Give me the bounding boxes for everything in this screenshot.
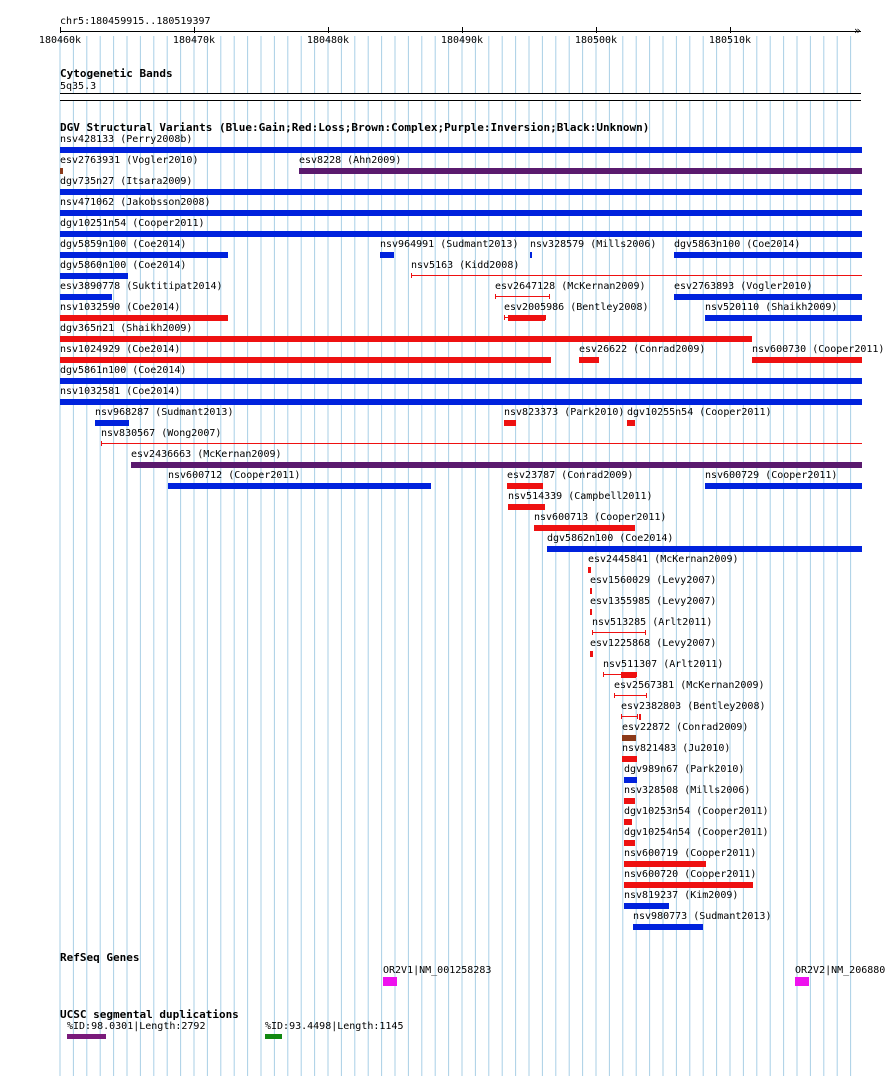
ruler-end-arrow-icon: » [854, 24, 861, 37]
variant-label: esv3890778 (Suktitipat2014) [60, 281, 223, 292]
dgv-track-title[interactable]: DGV Structural Variants (Blue:Gain;Red:Loss;Brown:Complex;Purple:Inversion;Black:Unknown) [60, 121, 650, 134]
variant-bar[interactable] [60, 210, 862, 216]
variant-label: nsv600713 (Cooper2011) [534, 512, 667, 523]
ruler-tick [60, 27, 61, 33]
variant-label: esv2445841 (McKernan2009) [588, 554, 739, 565]
variant-end-tick [603, 672, 604, 677]
variant-bar[interactable] [101, 443, 862, 444]
variant-bar[interactable] [60, 315, 228, 321]
ruler-axis [60, 31, 861, 32]
variant-bar[interactable] [411, 275, 862, 276]
region-label: chr5:180459915..180519397 [60, 16, 211, 27]
variant-bar[interactable] [547, 546, 862, 552]
variant-end-tick [646, 693, 647, 698]
variant-label: nsv600720 (Cooper2011) [624, 869, 757, 880]
variant-bar[interactable] [60, 399, 862, 405]
variant-label: dgv5859n100 (Coe2014) [60, 239, 187, 250]
variant-label: esv2763931 (Vogler2010) [60, 155, 199, 166]
variant-bar[interactable] [60, 147, 862, 153]
ruler-tick-label: 180470k [172, 35, 216, 46]
variant-label: esv2567381 (McKernan2009) [614, 680, 765, 691]
variant-bar[interactable] [60, 357, 551, 363]
variant-end-tick [621, 714, 622, 719]
variant-bar[interactable] [495, 296, 549, 297]
variant-bar[interactable] [60, 336, 752, 342]
variant-label: esv22872 (Conrad2009) [622, 722, 749, 733]
variant-end-tick [549, 294, 550, 299]
variant-label: esv2647128 (McKernan2009) [495, 281, 646, 292]
variant-bar[interactable] [639, 714, 641, 720]
segdup-label: %ID:98.0301|Length:2792 [67, 1021, 206, 1032]
variant-bar[interactable] [60, 252, 228, 258]
variant-label: nsv428133 (Perry2008b) [60, 134, 193, 145]
ruler-tick-label: 180490k [440, 35, 484, 46]
ruler-tick-label: 180510k [708, 35, 752, 46]
variant-bar[interactable] [95, 420, 129, 426]
variant-bar[interactable] [508, 504, 545, 510]
variant-bar[interactable] [380, 252, 394, 258]
variant-bar[interactable] [534, 525, 635, 531]
variant-bar[interactable] [508, 315, 545, 321]
variant-label: esv2382803 (Bentley2008) [621, 701, 766, 712]
variant-end-tick [101, 441, 102, 446]
variant-end-tick [637, 714, 638, 719]
cytoband-label: 5q35.3 [60, 81, 97, 92]
variant-bar[interactable] [624, 882, 753, 888]
variant-bar[interactable] [633, 924, 703, 930]
variant-bar[interactable] [131, 462, 862, 468]
cytobands-track-title[interactable]: Cytogenetic Bands [60, 67, 173, 80]
variant-bar[interactable] [590, 651, 593, 657]
variant-label: nsv600719 (Cooper2011) [624, 848, 757, 859]
variant-label: nsv471062 (Jakobsson2008) [60, 197, 211, 208]
variant-label: nsv511307 (Arlt2011) [603, 659, 724, 670]
variant-bar[interactable] [60, 294, 112, 300]
ruler-tick-label: 180480k [306, 35, 350, 46]
variant-bar[interactable] [624, 819, 632, 825]
segdup-label: %ID:93.4498|Length:1145 [265, 1021, 404, 1032]
variant-bar[interactable] [168, 483, 431, 489]
ruler-tick-label: 180500k [574, 35, 618, 46]
cytoband-bar[interactable] [60, 93, 861, 101]
variant-label: esv1560029 (Levy2007) [590, 575, 717, 586]
variant-label: dgv5860n100 (Coe2014) [60, 260, 187, 271]
refseq-track-title[interactable]: RefSeq Genes [60, 951, 140, 964]
variant-bar[interactable] [299, 168, 862, 174]
variant-end-tick [645, 630, 646, 635]
segdup-bar[interactable] [265, 1034, 282, 1039]
ruler-tick [596, 27, 597, 33]
variant-bar[interactable] [674, 294, 862, 300]
variant-label: nsv819237 (Kim2009) [624, 890, 739, 901]
variant-connector [603, 674, 636, 675]
variant-label: dgv735n27 (Itsara2009) [60, 176, 193, 187]
variant-bar[interactable] [507, 483, 543, 489]
gene-label: OR2V2|NM_206880 [795, 965, 886, 976]
variant-bar[interactable] [590, 609, 592, 615]
variant-bar[interactable] [530, 252, 532, 258]
variant-label: nsv1032581 (Coe2014) [60, 386, 181, 397]
variant-label: nsv980773 (Sudmant2013) [633, 911, 772, 922]
variant-label: nsv5163 (Kidd2008) [411, 260, 520, 271]
variant-label: esv26622 (Conrad2009) [579, 344, 706, 355]
variant-bar[interactable] [60, 231, 862, 237]
variant-label: esv2436663 (McKernan2009) [131, 449, 282, 460]
gene-label: OR2V1|NM_001258283 [383, 965, 492, 976]
variant-end-tick [504, 315, 505, 320]
variant-label: dgv989n67 (Park2010) [624, 764, 745, 775]
variant-bar[interactable] [60, 378, 862, 384]
variant-bar[interactable] [624, 798, 635, 804]
variant-label: dgv365n21 (Shaikh2009) [60, 323, 193, 334]
variant-bar[interactable] [705, 315, 862, 321]
variant-bar[interactable] [579, 357, 599, 363]
variant-label: esv1225868 (Levy2007) [590, 638, 717, 649]
variant-connector [504, 317, 545, 318]
ruler-tick [328, 27, 329, 33]
variant-bar[interactable] [624, 840, 635, 846]
variant-label: nsv514339 (Campbell2011) [508, 491, 653, 502]
variant-bar[interactable] [627, 420, 635, 426]
variant-label: dgv5862n100 (Coe2014) [547, 533, 674, 544]
variant-bar[interactable] [621, 672, 636, 678]
variant-label: nsv328508 (Mills2006) [624, 785, 751, 796]
variant-bar[interactable] [588, 567, 591, 573]
variant-bar[interactable] [624, 861, 706, 867]
variant-label: nsv823373 (Park2010) [504, 407, 625, 418]
variant-bar[interactable] [592, 632, 645, 633]
variant-bar[interactable] [752, 357, 862, 363]
variant-label: esv23787 (Conrad2009) [507, 470, 634, 481]
variant-bar[interactable] [624, 903, 669, 909]
variant-bar[interactable] [504, 420, 516, 426]
variant-label: esv2005986 (Bentley2008) [504, 302, 649, 313]
variant-bar[interactable] [60, 189, 862, 195]
variant-label: dgv10255n54 (Cooper2011) [627, 407, 772, 418]
segdup-bar[interactable] [67, 1034, 106, 1039]
variant-bar[interactable] [590, 588, 592, 594]
variant-bar[interactable] [624, 777, 637, 783]
variant-bar[interactable] [60, 168, 63, 174]
variant-label: dgv10253n54 (Cooper2011) [624, 806, 769, 817]
gene-glyph[interactable] [383, 977, 397, 986]
ruler-tick [194, 27, 195, 33]
variant-bar[interactable] [60, 273, 128, 279]
variant-label: nsv520110 (Shaikh2009) [705, 302, 838, 313]
variant-label: nsv821483 (Ju2010) [622, 743, 731, 754]
variant-connector [621, 716, 637, 717]
segdup-track-title[interactable]: UCSC segmental duplications [60, 1008, 239, 1021]
variant-bar[interactable] [674, 252, 862, 258]
ruler-tick-label: 180460k [38, 35, 82, 46]
variant-label: nsv968287 (Sudmant2013) [95, 407, 234, 418]
variant-label: esv1355985 (Levy2007) [590, 596, 717, 607]
gene-glyph[interactable] [795, 977, 809, 986]
variant-label: nsv1024929 (Coe2014) [60, 344, 181, 355]
variant-bar[interactable] [622, 756, 637, 762]
variant-label: nsv600712 (Cooper2011) [168, 470, 301, 481]
variant-bar[interactable] [614, 695, 646, 696]
variant-label: dgv10254n54 (Cooper2011) [624, 827, 769, 838]
variant-end-tick [592, 630, 593, 635]
variant-label: nsv600729 (Cooper2011) [705, 470, 838, 481]
ruler-tick [730, 27, 731, 33]
variant-label: esv2763893 (Vogler2010) [674, 281, 813, 292]
variant-label: nsv830567 (Wong2007) [101, 428, 222, 439]
variant-bar[interactable] [622, 735, 636, 741]
ruler-tick [462, 27, 463, 33]
variant-label: dgv5863n100 (Coe2014) [674, 239, 801, 250]
variant-end-tick [411, 273, 412, 278]
variant-label: nsv600730 (Cooper2011) [752, 344, 885, 355]
variant-end-tick [614, 693, 615, 698]
variant-end-tick [545, 315, 546, 320]
variant-bar[interactable] [705, 483, 862, 489]
variant-end-tick [495, 294, 496, 299]
variant-label: nsv964991 (Sudmant2013) [380, 239, 519, 250]
variant-label: nsv1032590 (Coe2014) [60, 302, 181, 313]
variant-label: nsv513285 (Arlt2011) [592, 617, 713, 628]
variant-label: dgv10251n54 (Cooper2011) [60, 218, 205, 229]
variant-label: esv8228 (Ahn2009) [299, 155, 402, 166]
variant-end-tick [636, 672, 637, 677]
variant-label: nsv328579 (Mills2006) [530, 239, 657, 250]
variant-label: dgv5861n100 (Coe2014) [60, 365, 187, 376]
